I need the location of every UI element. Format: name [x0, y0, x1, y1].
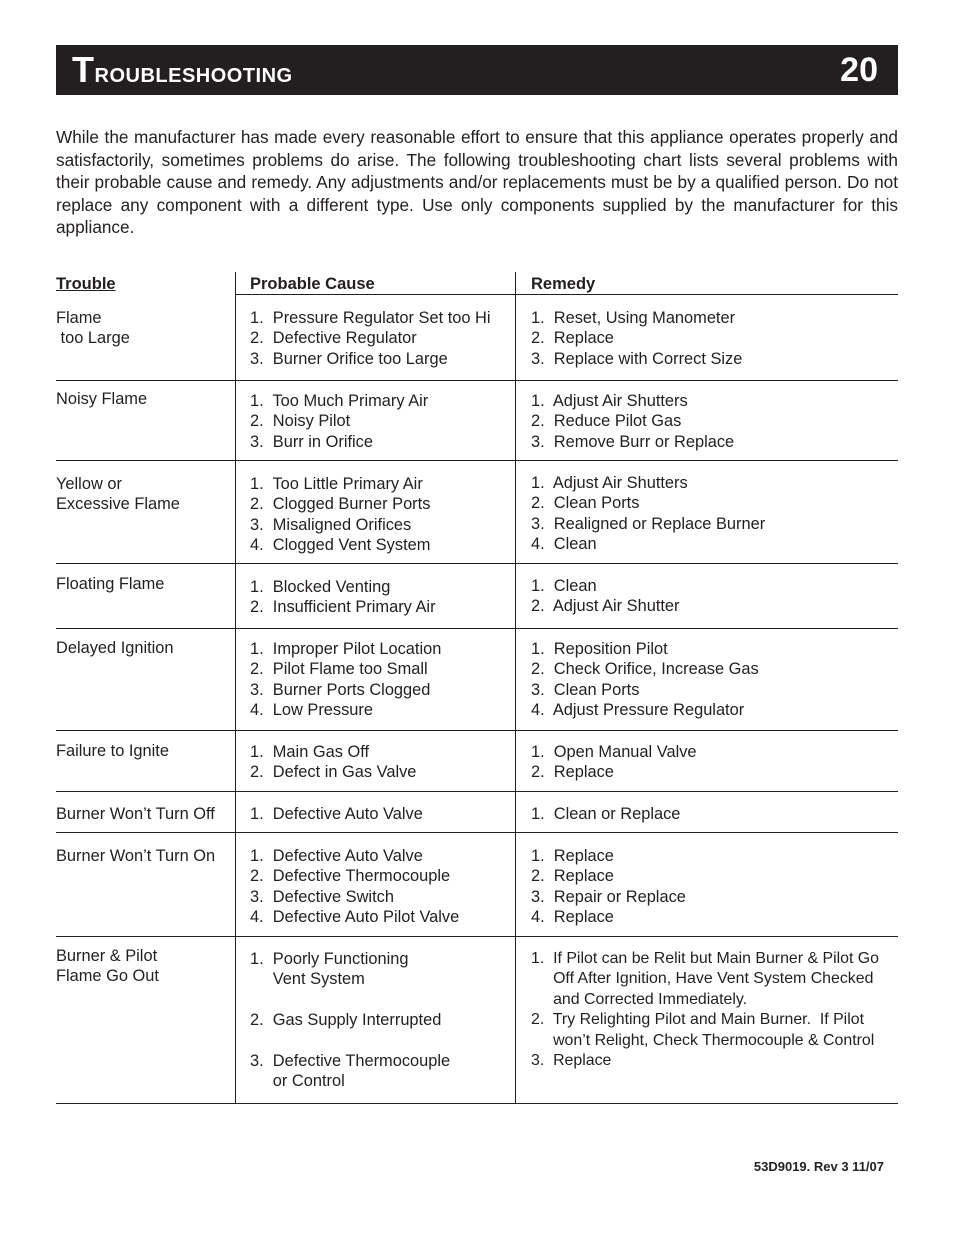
- remedy-cell: 1. Reposition Pilot 2. Check Orifice, Increase Gas 3. Clean Ports 4. Adjust Pressure Regulator: [531, 640, 759, 720]
- cause-cell: 1. Poorly Functioning Vent System 2. Gas Supply Interrupted 3. Defective Thermocouple or Control: [250, 950, 451, 1091]
- trouble-cell: Yellow or Excessive Flame: [56, 475, 180, 514]
- trouble-cell: Burner Won’t Turn On: [56, 847, 216, 865]
- cause-cell: 1. Main Gas Off 2. Defect in Gas Valve: [250, 743, 417, 782]
- cause-cell: 1. Too Little Primary Air 2. Clogged Burner Ports 3. Misaligned Orifices 4. Clogged Vent System: [250, 475, 431, 555]
- row-divider: [56, 380, 898, 381]
- remedy-cell: 1. Replace 2. Replace 3. Repair or Replace 4. Replace: [531, 847, 686, 927]
- table-bottom-rule: [56, 1103, 898, 1104]
- column-header-remedy: Remedy: [531, 275, 596, 293]
- row-divider: [56, 832, 898, 833]
- remedy-cell: 1. If Pilot can be Relit but Main Burner & Pilot Go Off After Ignition, Have Vent System Checked and Corrected Immediately. 2. Try Relighting Pilot and Main Burner. If Pilot won’t Relight, Check Thermocouple & Control 3. Replace: [531, 950, 879, 1070]
- row-divider: [56, 628, 898, 629]
- cause-cell: 1. Improper Pilot Location 2. Pilot Flame too Small 3. Burner Ports Clogged 4. Low Pressure: [250, 640, 442, 720]
- row-divider: [56, 936, 898, 937]
- header-rule: [236, 294, 898, 295]
- trouble-cell: Failure to Ignite: [56, 742, 169, 760]
- trouble-cell: Delayed Ignition: [56, 639, 174, 657]
- cause-cell: 1. Blocked Venting 2. Insufficient Primary Air: [250, 578, 436, 617]
- cause-cell: 1. Too Much Primary Air 2. Noisy Pilot 3. Burr in Orifice: [250, 392, 429, 451]
- row-divider: [56, 791, 898, 792]
- trouble-cell: Floating Flame: [56, 575, 165, 593]
- trouble-cell: Burner Won’t Turn Off: [56, 805, 215, 823]
- trouble-cell: Noisy Flame: [56, 390, 148, 408]
- remedy-cell: 1. Clean 2. Adjust Air Shutter: [531, 577, 680, 616]
- page-number: 20: [840, 51, 878, 89]
- remedy-cell: 1. Reset, Using Manometer 2. Replace 3. Replace with Correct Size: [531, 309, 743, 368]
- remedy-cell: 1. Open Manual Valve 2. Replace: [531, 743, 697, 782]
- column-divider: [515, 272, 516, 1104]
- column-divider: [235, 272, 236, 1104]
- section-title: Troubleshooting: [72, 49, 293, 90]
- row-divider: [56, 730, 898, 731]
- column-header-trouble: Trouble: [56, 275, 116, 293]
- remedy-cell: 1. Clean or Replace: [531, 805, 681, 823]
- document-code: 53D9019. Rev 3 11/07: [753, 1159, 884, 1174]
- trouble-cell: Flame too Large: [56, 309, 130, 348]
- row-divider: [56, 563, 898, 564]
- remedy-cell: 1. Adjust Air Shutters 2. Clean Ports 3. Realigned or Replace Burner 4. Clean: [531, 474, 766, 554]
- section-header-bar: [56, 45, 898, 95]
- column-header-probable-cause: Probable Cause: [250, 275, 375, 293]
- cause-cell: 1. Pressure Regulator Set too Hi 2. Defective Regulator 3. Burner Orifice too Large: [250, 309, 491, 368]
- row-divider: [56, 460, 898, 461]
- cause-cell: 1. Defective Auto Valve: [250, 805, 423, 823]
- remedy-cell: 1. Adjust Air Shutters 2. Reduce Pilot Gas 3. Remove Burr or Replace: [531, 392, 735, 451]
- trouble-cell: Burner & Pilot Flame Go Out: [56, 947, 159, 986]
- intro-paragraph: While the manufacturer has made every reasonable effort to ensure that this appliance operates properly and satisfactorily, sometimes problems do arise. The following troubleshooting chart lists several problems with their probable cause and remedy. Any adjustments and/or replacements must be by a qualified person. Do not replace any component with a different type. Use only components supplied by the manufacturer for this appliance.: [56, 127, 898, 237]
- cause-cell: 1. Defective Auto Valve 2. Defective Thermocouple 3. Defective Switch 4. Defective Auto Pilot Valve: [250, 847, 460, 927]
